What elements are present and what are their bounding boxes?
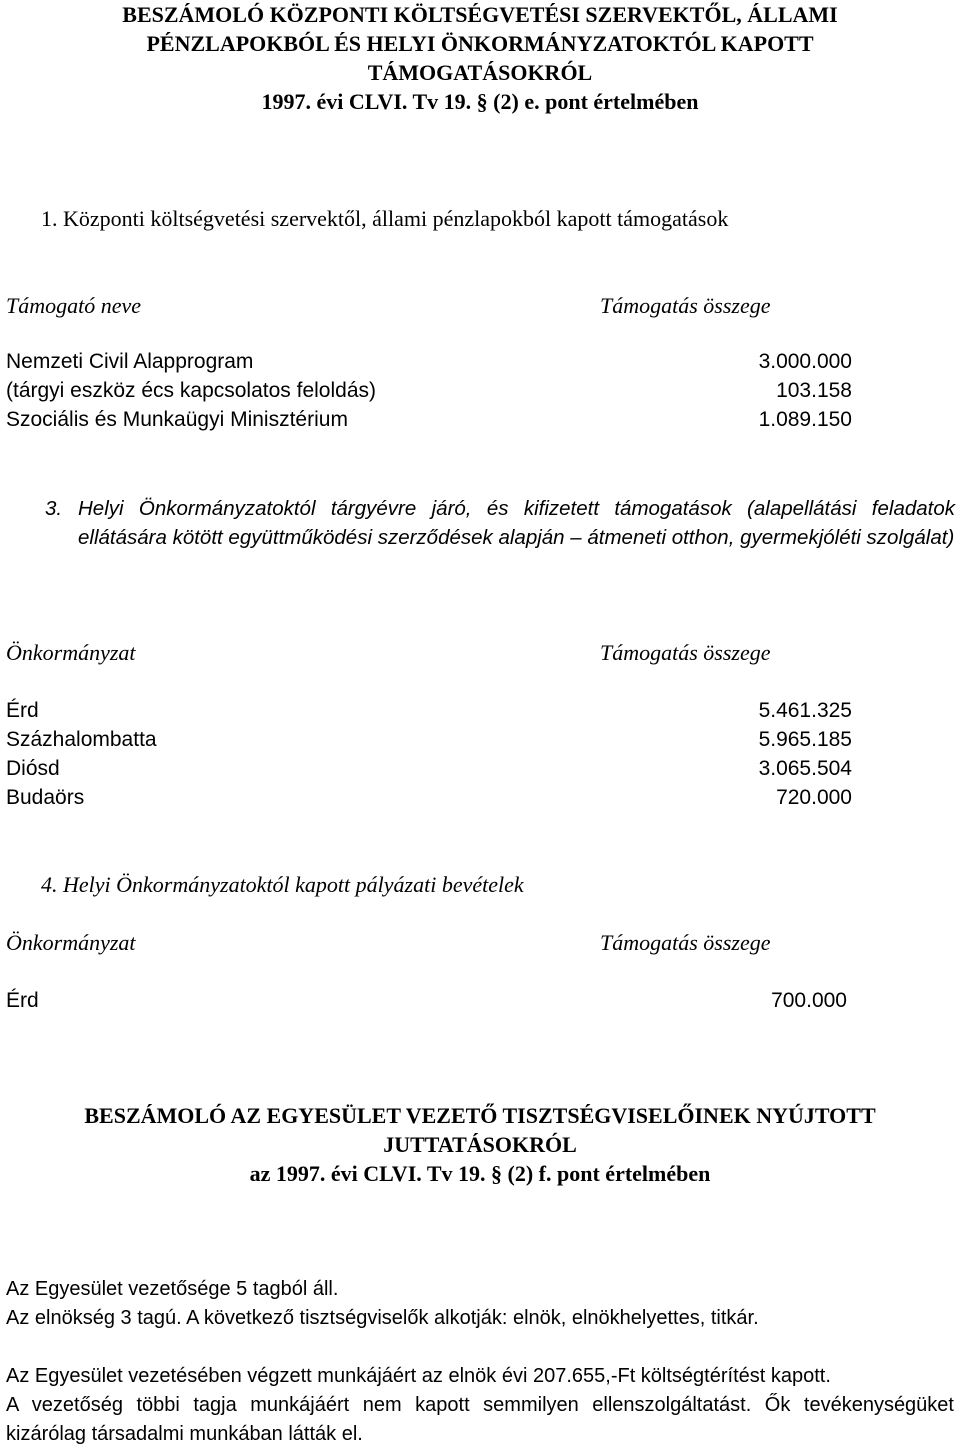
section-3-number: 3. <box>45 497 63 520</box>
title-2-line-1: BESZÁMOLÓ AZ EGYESÜLET VEZETŐ TISZTSÉGVISELŐINEK NYÚJTOTT <box>84 1103 876 1128</box>
support-amount: 700.000 <box>771 989 847 1012</box>
section-3-row <box>6 754 866 783</box>
section-1-row <box>6 405 866 434</box>
section-3-col-name: Önkormányzat <box>6 640 136 665</box>
section-1-col-amount: Támogatás összege <box>600 293 771 318</box>
support-amount: 5.965.185 <box>758 728 852 751</box>
support-amount: 1.089.150 <box>758 408 852 431</box>
section-4-col-name: Önkormányzat <box>6 930 136 955</box>
supporter-name: Nemzeti Civil Alapprogram <box>6 350 254 373</box>
section-1-row <box>6 376 866 405</box>
section-4-row <box>6 986 861 1015</box>
president-compensation-text: Az Egyesület vezetésében végzett munkájáért az elnök évi 207.655,-Ft költségtérítést kapott. <box>6 1365 831 1387</box>
section-3-row <box>6 696 866 725</box>
section-3-text: Helyi Önkormányzatoktól tárgyévre járó, és kifizetett támogatások (alapellátási feladatok ellátására kötött együttműködési szerződések alapján – átmeneti otthon, gyermekjóléti szolgálat) <box>78 497 955 549</box>
report-title-1 <box>0 0 960 116</box>
title-1-line-4: 1997. évi CLVI. Tv 19. § (2) e. pont értelmében <box>261 89 699 114</box>
section-1-heading: 1. Központi költségvetési szervektől, állami pénzlapokból kapott támogatások <box>41 206 729 231</box>
municipality-name: Érd <box>6 699 39 722</box>
section-4-heading: 4. Helyi Önkormányzatoktól kapott pályázati bevételek <box>41 872 524 897</box>
municipality-name: Érd <box>6 989 39 1012</box>
support-amount: 103.158 <box>776 379 852 402</box>
supporter-name: (tárgyi eszköz écs kapcsolatos feloldás) <box>6 379 376 402</box>
title-2-line-2: JUTTATÁSOKRÓL <box>383 1132 577 1157</box>
section-1-row <box>6 347 866 376</box>
support-amount: 3.065.504 <box>758 757 852 780</box>
section-3-row <box>6 725 866 754</box>
title-1-line-1: BESZÁMOLÓ KÖZPONTI KÖLTSÉGVETÉSI SZERVEKTŐL, ÁLLAMI <box>122 2 838 27</box>
report-title-2 <box>0 1101 960 1188</box>
supporter-name: Szociális és Munkaügyi Minisztérium <box>6 408 348 431</box>
section-3-row <box>6 783 866 812</box>
title-2-line-3: az 1997. évi CLVI. Tv 19. § (2) f. pont értelmében <box>249 1161 711 1186</box>
section-3-description <box>45 494 955 552</box>
section-1-col-name: Támogató neve <box>6 293 142 318</box>
section-4-col-amount: Támogatás összege <box>600 930 771 955</box>
support-amount: 3.000.000 <box>758 350 852 373</box>
title-1-line-3: TÁMOGATÁSOKRÓL <box>367 60 593 85</box>
municipality-name: Százhalombatta <box>6 728 157 751</box>
support-amount: 720.000 <box>776 786 852 809</box>
other-members-text: A vezetőség többi tagja munkájáért nem kapott semmilyen ellenszolgáltatást. Ők tevékenységüket kizárólag társadalmi munkában látták el. <box>6 1394 954 1445</box>
title-1-line-2: PÉNZLAPOKBÓL ÉS HELYI ÖNKORMÁNYZATOKTÓL KAPOTT <box>146 31 814 56</box>
support-amount: 5.461.325 <box>758 699 852 722</box>
board-size-text: Az Egyesület vezetősége 5 tagból áll. <box>6 1278 339 1300</box>
municipality-name: Diósd <box>6 757 60 780</box>
section-3-col-amount: Támogatás összege <box>600 640 771 665</box>
municipality-name: Budaörs <box>6 786 85 809</box>
presidency-text: Az elnökség 3 tagú. A következő tisztségviselők alkotják: elnök, elnökhelyettes, titkár. <box>6 1307 759 1329</box>
